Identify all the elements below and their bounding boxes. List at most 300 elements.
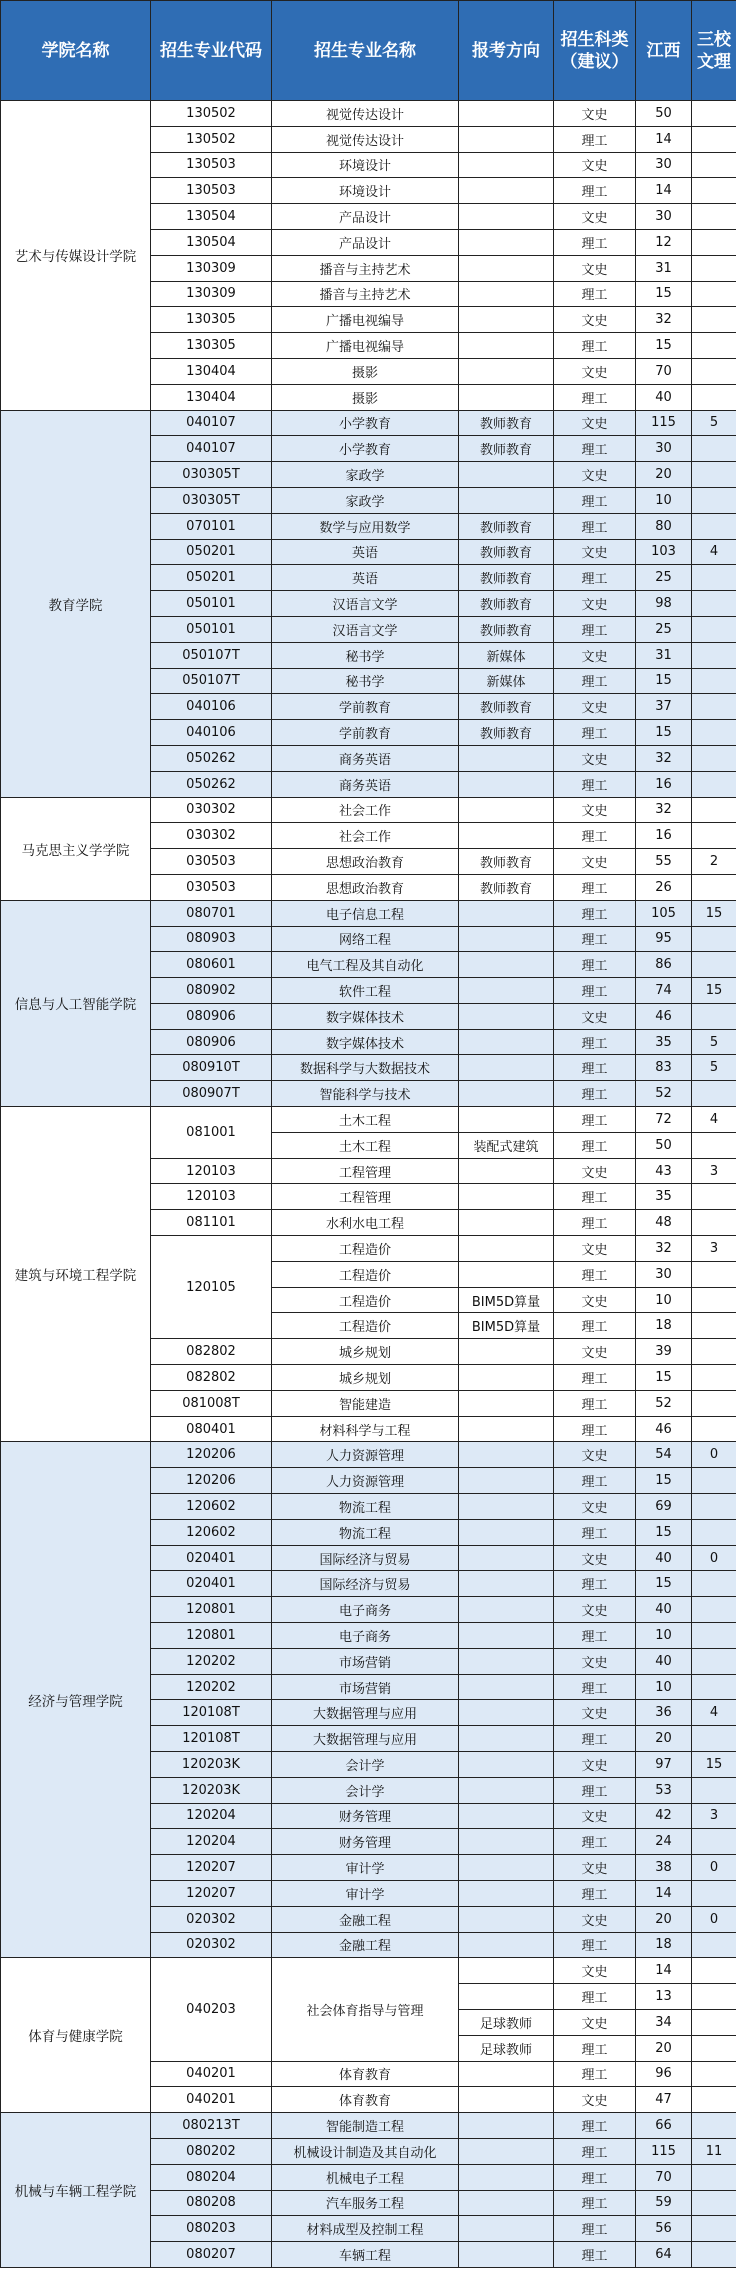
direction (459, 1184, 554, 1210)
quota-three-schools (692, 616, 736, 642)
direction (459, 1416, 554, 1442)
college-name: 建筑与环境工程学院 (1, 1107, 151, 1442)
category: 理工 (554, 1107, 636, 1133)
major-code: 120207 (151, 1880, 272, 1906)
major-name: 国际经济与贸易 (272, 1545, 459, 1571)
major-code: 030305T (151, 487, 272, 513)
major-name: 体育教育 (272, 2061, 459, 2087)
category: 理工 (554, 978, 636, 1004)
header-direction: 报考方向 (459, 1, 554, 101)
quota-three-schools (692, 591, 736, 617)
major-code: 080701 (151, 900, 272, 926)
quota-three-schools (692, 2164, 736, 2190)
category: 理工 (554, 1726, 636, 1752)
table-row (1, 2113, 736, 2139)
direction: 新媒体 (459, 642, 554, 668)
category: 理工 (554, 1674, 636, 1700)
category: 文史 (554, 1700, 636, 1726)
category: 理工 (554, 333, 636, 359)
direction: BIM5D算量 (459, 1287, 554, 1313)
major-name: 物流工程 (272, 1494, 459, 1520)
quota-jiangxi: 34 (636, 2009, 692, 2035)
direction (459, 1468, 554, 1494)
college-name: 艺术与传媒设计学院 (1, 101, 151, 411)
quota-jiangxi: 24 (636, 1829, 692, 1855)
direction (459, 1932, 554, 1958)
quota-three-schools (692, 513, 736, 539)
quota-jiangxi: 69 (636, 1494, 692, 1520)
category: 理工 (554, 384, 636, 410)
major-name: 视觉传达设计 (272, 101, 459, 127)
major-name: 机械电子工程 (272, 2164, 459, 2190)
major-code: 120103 (151, 1184, 272, 1210)
quota-jiangxi: 32 (636, 797, 692, 823)
direction (459, 255, 554, 281)
major-name: 工程造价 (272, 1313, 459, 1339)
direction: 教师教育 (459, 616, 554, 642)
major-code: 030302 (151, 823, 272, 849)
category: 文史 (554, 1158, 636, 1184)
quota-jiangxi: 98 (636, 591, 692, 617)
direction (459, 2190, 554, 2216)
direction: 教师教育 (459, 513, 554, 539)
quota-jiangxi: 36 (636, 1700, 692, 1726)
major-name: 环境设计 (272, 152, 459, 178)
category: 文史 (554, 642, 636, 668)
major-code: 130504 (151, 229, 272, 255)
category: 理工 (554, 126, 636, 152)
direction (459, 1623, 554, 1649)
category: 文史 (554, 2087, 636, 2113)
major-code: 080213T (151, 2113, 272, 2139)
direction (459, 1648, 554, 1674)
major-code: 050201 (151, 565, 272, 591)
direction (459, 1029, 554, 1055)
quota-three-schools: 0 (692, 1906, 736, 1932)
category: 文史 (554, 1442, 636, 1468)
direction (459, 204, 554, 230)
quota-three-schools (692, 204, 736, 230)
major-name: 大数据管理与应用 (272, 1726, 459, 1752)
quota-jiangxi: 40 (636, 384, 692, 410)
quota-three-schools (692, 771, 736, 797)
quota-jiangxi: 10 (636, 1623, 692, 1649)
major-name: 社会工作 (272, 797, 459, 823)
direction (459, 1107, 554, 1133)
major-name: 电气工程及其自动化 (272, 952, 459, 978)
major-name: 社会体育指导与管理 (272, 1958, 459, 2061)
major-name: 小学教育 (272, 410, 459, 436)
quota-jiangxi: 30 (636, 436, 692, 462)
table-row (1, 1442, 736, 1468)
direction (459, 1880, 554, 1906)
major-name: 车辆工程 (272, 2242, 459, 2268)
major-code: 020302 (151, 1932, 272, 1958)
quota-three-schools (692, 126, 736, 152)
major-code: 040201 (151, 2087, 272, 2113)
major-code: 120206 (151, 1468, 272, 1494)
major-name: 秘书学 (272, 668, 459, 694)
quota-jiangxi: 53 (636, 1777, 692, 1803)
college-name: 经济与管理学院 (1, 1442, 151, 1958)
major-code: 080907T (151, 1081, 272, 1107)
header-major-code: 招生专业代码 (151, 1, 272, 101)
quota-jiangxi: 42 (636, 1803, 692, 1829)
quota-three-schools (692, 823, 736, 849)
category: 理工 (554, 2138, 636, 2164)
major-name: 土木工程 (272, 1107, 459, 1133)
quota-jiangxi: 15 (636, 333, 692, 359)
major-code: 080906 (151, 1029, 272, 1055)
category: 理工 (554, 2190, 636, 2216)
major-name: 学前教育 (272, 694, 459, 720)
quota-three-schools (692, 2190, 736, 2216)
major-name: 英语 (272, 539, 459, 565)
major-name: 产品设计 (272, 229, 459, 255)
direction: 教师教育 (459, 565, 554, 591)
quota-three-schools (692, 1081, 736, 1107)
major-name: 体育教育 (272, 2087, 459, 2113)
quota-three-schools: 15 (692, 1752, 736, 1778)
direction (459, 1726, 554, 1752)
major-code: 050101 (151, 616, 272, 642)
quota-jiangxi: 103 (636, 539, 692, 565)
major-name: 数字媒体技术 (272, 1003, 459, 1029)
direction (459, 2216, 554, 2242)
category: 理工 (554, 952, 636, 978)
quota-three-schools: 15 (692, 978, 736, 1004)
major-name: 城乡规划 (272, 1339, 459, 1365)
header-three-schools: 三校文理 (692, 1, 736, 101)
major-code: 040203 (151, 1958, 272, 2061)
quota-three-schools: 5 (692, 1055, 736, 1081)
major-name: 汽车服务工程 (272, 2190, 459, 2216)
quota-jiangxi: 47 (636, 2087, 692, 2113)
quota-jiangxi: 35 (636, 1184, 692, 1210)
direction (459, 281, 554, 307)
category: 文史 (554, 410, 636, 436)
quota-three-schools (692, 1571, 736, 1597)
quota-three-schools (692, 745, 736, 771)
direction (459, 2242, 554, 2268)
major-name: 物流工程 (272, 1519, 459, 1545)
major-name: 人力资源管理 (272, 1442, 459, 1468)
category: 文史 (554, 1906, 636, 1932)
direction (459, 178, 554, 204)
quota-three-schools (692, 1726, 736, 1752)
quota-jiangxi: 14 (636, 1958, 692, 1984)
quota-three-schools (692, 1777, 736, 1803)
quota-jiangxi: 30 (636, 152, 692, 178)
direction: 教师教育 (459, 539, 554, 565)
major-code: 050107T (151, 642, 272, 668)
major-code: 020302 (151, 1906, 272, 1932)
table-row (1, 410, 736, 436)
major-name: 电子商务 (272, 1623, 459, 1649)
major-code: 082802 (151, 1339, 272, 1365)
major-name: 机械设计制造及其自动化 (272, 2138, 459, 2164)
category: 理工 (554, 1365, 636, 1391)
quota-three-schools (692, 1519, 736, 1545)
quota-three-schools (692, 1958, 736, 1984)
quota-jiangxi: 83 (636, 1055, 692, 1081)
major-name: 广播电视编导 (272, 333, 459, 359)
major-name: 秘书学 (272, 642, 459, 668)
category: 文史 (554, 358, 636, 384)
direction (459, 1442, 554, 1468)
major-name: 思想政治教育 (272, 849, 459, 875)
category: 文史 (554, 204, 636, 230)
quota-jiangxi: 15 (636, 1468, 692, 1494)
category: 文史 (554, 255, 636, 281)
direction (459, 1752, 554, 1778)
category: 文史 (554, 591, 636, 617)
major-code: 040107 (151, 410, 272, 436)
category: 理工 (554, 281, 636, 307)
major-code: 050262 (151, 771, 272, 797)
category: 理工 (554, 1468, 636, 1494)
quota-jiangxi: 80 (636, 513, 692, 539)
quota-jiangxi: 25 (636, 616, 692, 642)
category: 理工 (554, 2035, 636, 2061)
quota-jiangxi: 70 (636, 358, 692, 384)
quota-jiangxi: 105 (636, 900, 692, 926)
quota-three-schools: 3 (692, 1236, 736, 1262)
major-code: 040201 (151, 2061, 272, 2087)
major-code: 120602 (151, 1519, 272, 1545)
direction (459, 487, 554, 513)
category: 文史 (554, 1287, 636, 1313)
quota-jiangxi: 13 (636, 1984, 692, 2010)
major-name: 英语 (272, 565, 459, 591)
quota-three-schools: 5 (692, 410, 736, 436)
direction (459, 952, 554, 978)
quota-three-schools (692, 874, 736, 900)
quota-three-schools (692, 1416, 736, 1442)
category: 文史 (554, 1545, 636, 1571)
category: 文史 (554, 2009, 636, 2035)
category: 理工 (554, 178, 636, 204)
category: 理工 (554, 1390, 636, 1416)
major-code: 130503 (151, 178, 272, 204)
major-code: 130404 (151, 358, 272, 384)
major-name: 电子信息工程 (272, 900, 459, 926)
major-code: 130502 (151, 126, 272, 152)
category: 理工 (554, 1777, 636, 1803)
quota-jiangxi: 96 (636, 2061, 692, 2087)
quota-jiangxi: 10 (636, 1674, 692, 1700)
category: 文史 (554, 1236, 636, 1262)
direction (459, 1674, 554, 1700)
direction (459, 978, 554, 1004)
direction (459, 384, 554, 410)
quota-three-schools (692, 384, 736, 410)
major-code: 120103 (151, 1158, 272, 1184)
major-name: 数据科学与大数据技术 (272, 1055, 459, 1081)
quota-jiangxi: 15 (636, 281, 692, 307)
quota-three-schools (692, 1597, 736, 1623)
major-code: 130404 (151, 384, 272, 410)
category: 文史 (554, 101, 636, 127)
category: 文史 (554, 1648, 636, 1674)
quota-jiangxi: 20 (636, 1726, 692, 1752)
major-name: 工程造价 (272, 1287, 459, 1313)
major-name: 水利水电工程 (272, 1210, 459, 1236)
category: 文史 (554, 307, 636, 333)
quota-jiangxi: 14 (636, 126, 692, 152)
quota-three-schools (692, 1184, 736, 1210)
quota-three-schools (692, 229, 736, 255)
college-name: 信息与人工智能学院 (1, 900, 151, 1106)
direction (459, 101, 554, 127)
quota-three-schools (692, 2216, 736, 2242)
major-name: 财务管理 (272, 1829, 459, 1855)
quota-three-schools (692, 1132, 736, 1158)
category: 理工 (554, 1880, 636, 1906)
major-name: 播音与主持艺术 (272, 281, 459, 307)
category: 理工 (554, 668, 636, 694)
major-code: 080204 (151, 2164, 272, 2190)
major-name: 网络工程 (272, 926, 459, 952)
major-code: 080202 (151, 2138, 272, 2164)
quota-three-schools (692, 1210, 736, 1236)
quota-three-schools (692, 436, 736, 462)
direction (459, 1545, 554, 1571)
quota-three-schools (692, 1365, 736, 1391)
category: 理工 (554, 1519, 636, 1545)
quota-three-schools (692, 797, 736, 823)
category: 理工 (554, 1623, 636, 1649)
direction: 足球教师 (459, 2035, 554, 2061)
quota-three-schools (692, 1313, 736, 1339)
direction (459, 926, 554, 952)
quota-jiangxi: 74 (636, 978, 692, 1004)
category: 文史 (554, 1752, 636, 1778)
category: 理工 (554, 1210, 636, 1236)
major-name: 广播电视编导 (272, 307, 459, 333)
major-name: 数字媒体技术 (272, 1029, 459, 1055)
direction: 教师教育 (459, 694, 554, 720)
major-code: 080401 (151, 1416, 272, 1442)
major-code: 130305 (151, 333, 272, 359)
category: 文史 (554, 1803, 636, 1829)
quota-three-schools (692, 1932, 736, 1958)
direction (459, 1855, 554, 1881)
quota-three-schools (692, 1390, 736, 1416)
quota-jiangxi: 15 (636, 720, 692, 746)
major-code: 080601 (151, 952, 272, 978)
direction (459, 2164, 554, 2190)
major-code: 130504 (151, 204, 272, 230)
table-row (1, 797, 736, 823)
major-name: 家政学 (272, 462, 459, 488)
category: 理工 (554, 823, 636, 849)
category: 理工 (554, 616, 636, 642)
quota-jiangxi: 86 (636, 952, 692, 978)
quota-jiangxi: 26 (636, 874, 692, 900)
direction (459, 462, 554, 488)
major-code: 030305T (151, 462, 272, 488)
direction (459, 1519, 554, 1545)
category: 理工 (554, 1571, 636, 1597)
major-name: 家政学 (272, 487, 459, 513)
major-code: 080906 (151, 1003, 272, 1029)
major-code: 050262 (151, 745, 272, 771)
quota-jiangxi: 52 (636, 1390, 692, 1416)
direction: 教师教育 (459, 591, 554, 617)
direction (459, 1958, 554, 1984)
quota-jiangxi: 30 (636, 1261, 692, 1287)
quota-three-schools (692, 2009, 736, 2035)
major-name: 金融工程 (272, 1906, 459, 1932)
quota-three-schools (692, 1880, 736, 1906)
quota-three-schools: 3 (692, 1158, 736, 1184)
direction (459, 1571, 554, 1597)
major-name: 产品设计 (272, 204, 459, 230)
quota-three-schools (692, 178, 736, 204)
quota-jiangxi: 115 (636, 2138, 692, 2164)
direction: 教师教育 (459, 410, 554, 436)
category: 理工 (554, 900, 636, 926)
quota-three-schools: 11 (692, 2138, 736, 2164)
direction: 教师教育 (459, 436, 554, 462)
category: 文史 (554, 462, 636, 488)
major-code: 080207 (151, 2242, 272, 2268)
category: 文史 (554, 694, 636, 720)
major-name: 财务管理 (272, 1803, 459, 1829)
major-name: 审计学 (272, 1880, 459, 1906)
direction (459, 1081, 554, 1107)
major-code: 040106 (151, 694, 272, 720)
category: 文史 (554, 797, 636, 823)
college-name: 体育与健康学院 (1, 1958, 151, 2113)
quota-three-schools (692, 1829, 736, 1855)
quota-jiangxi: 70 (636, 2164, 692, 2190)
major-code: 040107 (151, 436, 272, 462)
major-name: 播音与主持艺术 (272, 255, 459, 281)
category: 理工 (554, 2216, 636, 2242)
direction (459, 1777, 554, 1803)
direction: 教师教育 (459, 874, 554, 900)
direction (459, 1261, 554, 1287)
category: 理工 (554, 1132, 636, 1158)
quota-jiangxi: 95 (636, 926, 692, 952)
quota-jiangxi: 40 (636, 1648, 692, 1674)
major-code: 081008T (151, 1390, 272, 1416)
major-code: 120602 (151, 1494, 272, 1520)
major-name: 思想政治教育 (272, 874, 459, 900)
quota-jiangxi: 52 (636, 1081, 692, 1107)
category: 文史 (554, 849, 636, 875)
quota-jiangxi: 40 (636, 1545, 692, 1571)
quota-jiangxi: 35 (636, 1029, 692, 1055)
major-code: 080910T (151, 1055, 272, 1081)
quota-jiangxi: 43 (636, 1158, 692, 1184)
major-code: 050101 (151, 591, 272, 617)
quota-three-schools (692, 1468, 736, 1494)
quota-three-schools (692, 2242, 736, 2268)
major-code: 070101 (151, 513, 272, 539)
quota-three-schools (692, 487, 736, 513)
direction (459, 333, 554, 359)
direction: 新媒体 (459, 668, 554, 694)
direction (459, 2138, 554, 2164)
direction (459, 1055, 554, 1081)
quota-jiangxi: 14 (636, 178, 692, 204)
major-code: 130502 (151, 101, 272, 127)
category: 理工 (554, 874, 636, 900)
major-code: 080903 (151, 926, 272, 952)
